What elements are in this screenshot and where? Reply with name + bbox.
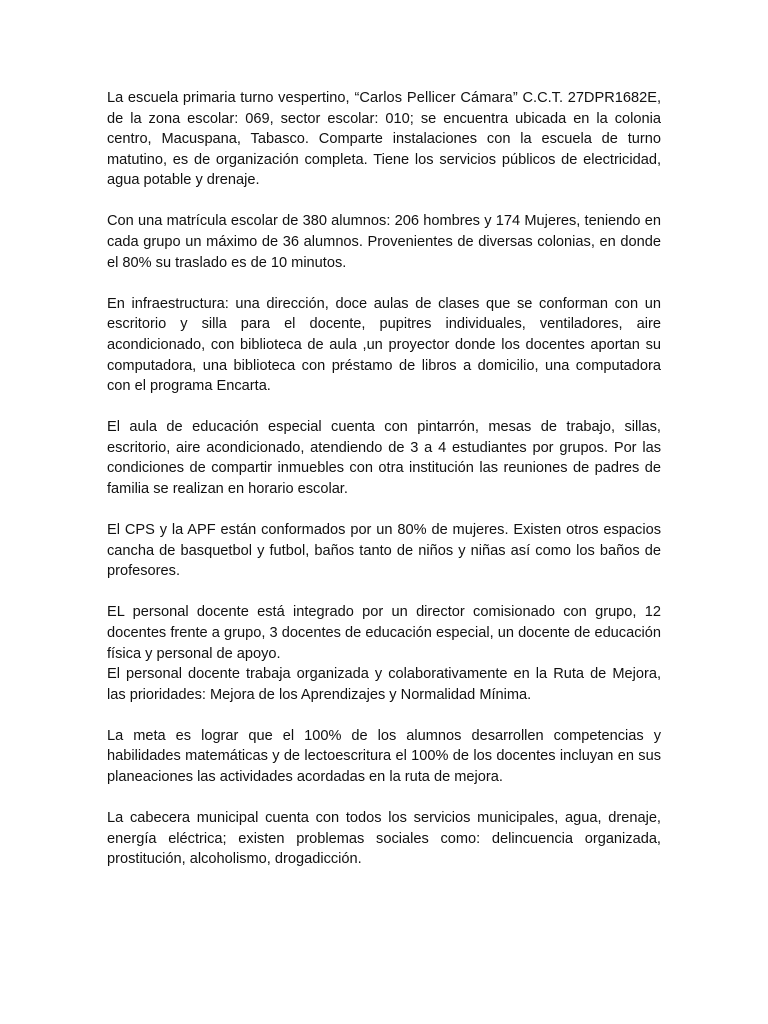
paragraph-goal: La meta es lograr que el 100% de los alumnos desarrollen competencias y habilidades matemáticas y de lectoescritura el 100% de los docentes incluyan en sus planeaciones las actividades acordadas en la ruta de mejora. xyxy=(107,727,661,786)
paragraph-improvement-route: El personal docente trabaja organizada y colaborativamente en la Ruta de Mejora, las prioridades: Mejora de los Aprendizajes y Normalidad Mínima. xyxy=(107,666,661,703)
school-name-quote: , “Carlos Pellicer Cámara” xyxy=(345,90,518,106)
paragraph-special-education: El aula de educación especial cuenta con pintarrón, mesas de trabajo, sillas, escritorio, aire acondicionado, atendiendo de 3 a 4 estudiantes por grupos. Por las condiciones de compartir inmuebles con otra institución las reuniones de padres de familia se realizan en horario escolar. xyxy=(107,419,661,497)
document-page xyxy=(107,88,661,890)
paragraph-rest-text: C.C.T. 27DPR1682E, de la zona escolar: 069, sector escolar: 010; se encuentra ubicada en la colonia centro, Macuspana, Tabasco. Comparte instalaciones con la escuela de turno matutino, es de organización completa. Tiene los servicios públicos de electricidad, agua potable y drenaje. xyxy=(107,90,662,189)
paragraph-infrastructure: En infraestructura: una dirección, doce aulas de clases que se conforman con un escritorio y silla para el docente, pupitres individuales, ventiladores, aire acondicionado, con biblioteca de aula ,un proyector donde los docentes aportan su computadora, una biblioteca con préstamo de libros a domicilio, una computadora con el programa Encarta. xyxy=(107,295,661,395)
paragraph-municipality: La cabecera municipal cuenta con todos los servicios municipales, agua, drenaje, energía eléctrica; existen problemas sociales como: delincuencia organizada, prostitución, alcoholismo, drogadicción. xyxy=(107,810,661,868)
paragraph-school-description xyxy=(107,88,661,191)
paragraph-enrollment: Con una matrícula escolar de 380 alumnos: 206 hombres y 174 Mujeres, teniendo en cada grupo un máximo de 36 alumnos. Provenientes de diversas colonias, en donde el 80% su traslado es de 10 minutos. xyxy=(107,213,661,271)
paragraph-staff: EL personal docente está integrado por un director comisionado con grupo, 12 docentes frente a grupo, 3 docentes de educación especial, un docente de educación física y personal de apoyo. xyxy=(107,604,661,662)
paragraph-lead-text: La escuela primaria turno vespertino xyxy=(107,90,346,106)
paragraph-cps-apf: El CPS y la APF están conformados por un 80% de mujeres. Existen otros espacios cancha de basquetbol y futbol, baños tanto de niños y niñas así como los baños de profesores. xyxy=(107,522,661,580)
